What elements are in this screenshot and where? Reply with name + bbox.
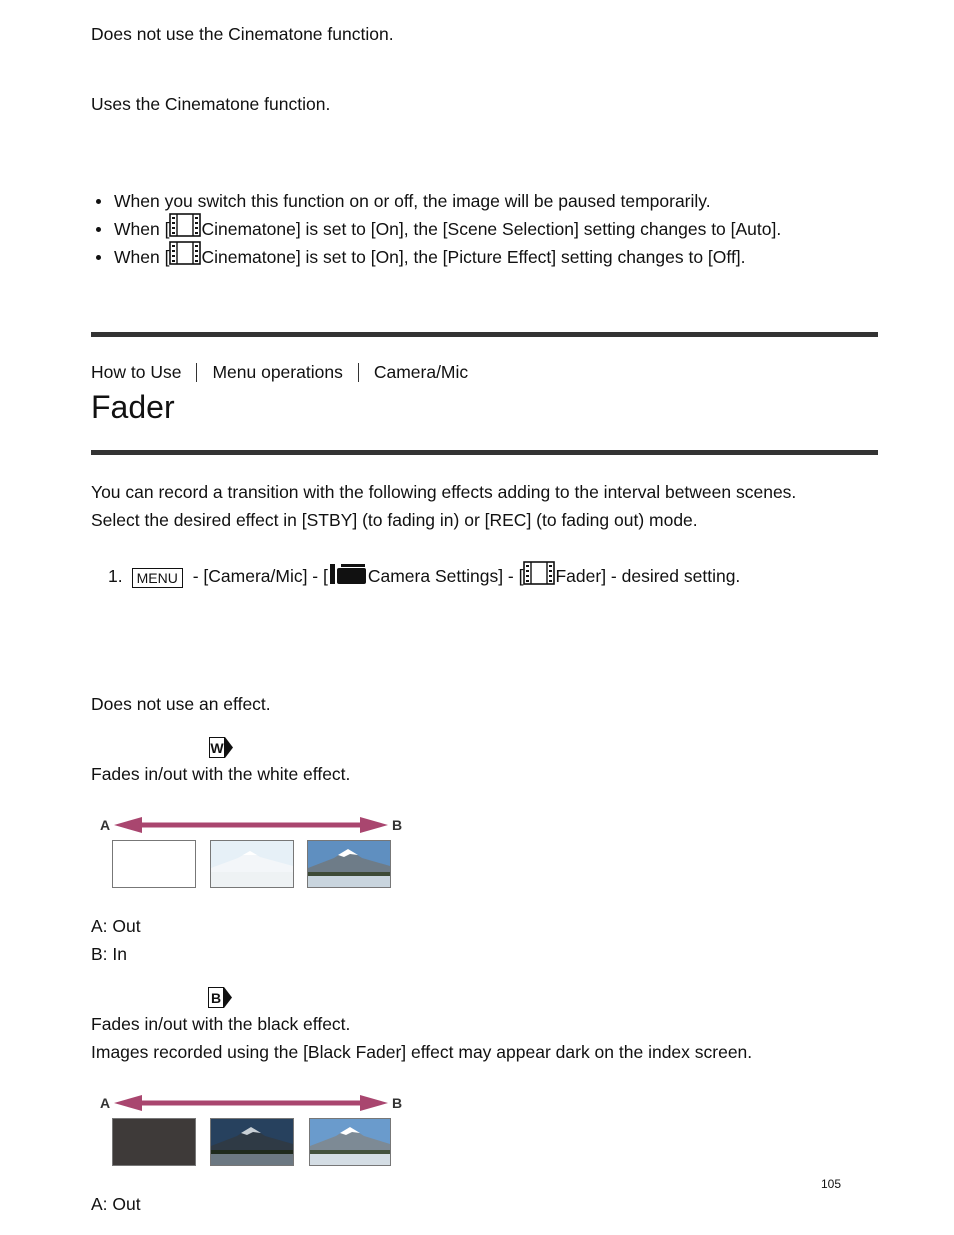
diagram-label-a: A — [100, 1095, 111, 1111]
off-description: Does not use an effect. — [91, 694, 271, 714]
step-text: Camera Settings] - [ — [367, 566, 524, 587]
breadcrumb-separator — [196, 363, 197, 382]
breadcrumb-menu-operations[interactable]: Menu operations — [212, 362, 343, 382]
black-fader-diagram — [98, 1092, 408, 1175]
intro-line-1: You can record a transition with the following effects adding to the interval between scenes. — [91, 482, 797, 502]
step-text: - [Camera/Mic] - [ — [187, 566, 328, 587]
note-item — [91, 216, 781, 244]
black-fader-description: Fades in/out with the black effect. — [91, 1014, 351, 1034]
white-fader-legend-a: A: Out — [91, 916, 141, 936]
note-item — [91, 244, 781, 272]
breadcrumb-separator — [358, 363, 359, 382]
black-fader-note: Images recorded using the [Black Fader] effect may appear dark on the index screen. — [91, 1042, 753, 1062]
frame-faded-landscape — [211, 841, 294, 888]
menu-button-icon: MENU — [132, 568, 183, 588]
frame-clear-landscape — [310, 1119, 391, 1166]
diagram-label-b: B — [392, 817, 403, 833]
white-fader-legend-b: B: In — [91, 944, 127, 964]
note-text: Cinematone] is set to [On], the [Scene Selection] setting changes to [Auto]. — [201, 219, 782, 239]
intro-line-2: Select the desired effect in [STBY] (to fading in) or [REC] (to fading out) mode. — [91, 510, 698, 530]
white-fader-description: Fades in/out with the white effect. — [91, 764, 351, 784]
film-icon — [169, 241, 201, 272]
cinematone-off-description: Does not use the Cinematone function. — [91, 24, 394, 44]
black-fader-icon — [207, 986, 233, 1014]
page-number: 105 — [821, 1177, 842, 1191]
film-icon — [169, 213, 201, 244]
white-fader-diagram — [98, 814, 408, 897]
camera-settings-icon — [328, 561, 368, 590]
note-text-prefix: When [ — [114, 247, 170, 267]
note-text: When you switch this function on or off, the image will be paused temporarily. — [114, 191, 711, 211]
section-divider-top — [91, 332, 878, 337]
page-title: Fader — [91, 389, 175, 425]
black-fader-icon-letter: B — [210, 990, 222, 1006]
frame-black — [113, 1119, 196, 1166]
diagram-label-b: B — [392, 1095, 403, 1111]
notes-list — [91, 188, 781, 272]
step-text: Fader] - desired setting. — [555, 566, 741, 587]
breadcrumb-how-to-use[interactable]: How to Use — [91, 362, 182, 382]
breadcrumb — [91, 361, 468, 383]
procedure-step — [108, 565, 740, 590]
frame-white — [113, 841, 196, 888]
frame-clear-landscape — [308, 841, 391, 888]
frame-dark-landscape — [211, 1119, 294, 1166]
cinematone-on-description: Uses the Cinematone function. — [91, 94, 331, 114]
white-fader-icon — [208, 736, 234, 764]
step-number: 1. — [108, 566, 123, 587]
black-fader-legend-a: A: Out — [91, 1194, 141, 1214]
section-divider-title — [91, 450, 878, 455]
film-icon — [523, 561, 555, 590]
note-item — [91, 188, 781, 216]
breadcrumb-camera-mic[interactable]: Camera/Mic — [373, 362, 469, 382]
note-text-prefix: When [ — [114, 219, 170, 239]
note-text: Cinematone] is set to [On], the [Picture Effect] setting changes to [Off]. — [201, 247, 746, 267]
white-fader-icon-letter: W — [210, 740, 224, 756]
direction-arrow-icon — [114, 1095, 388, 1111]
direction-arrow-icon — [114, 817, 388, 833]
diagram-label-a: A — [100, 817, 111, 833]
